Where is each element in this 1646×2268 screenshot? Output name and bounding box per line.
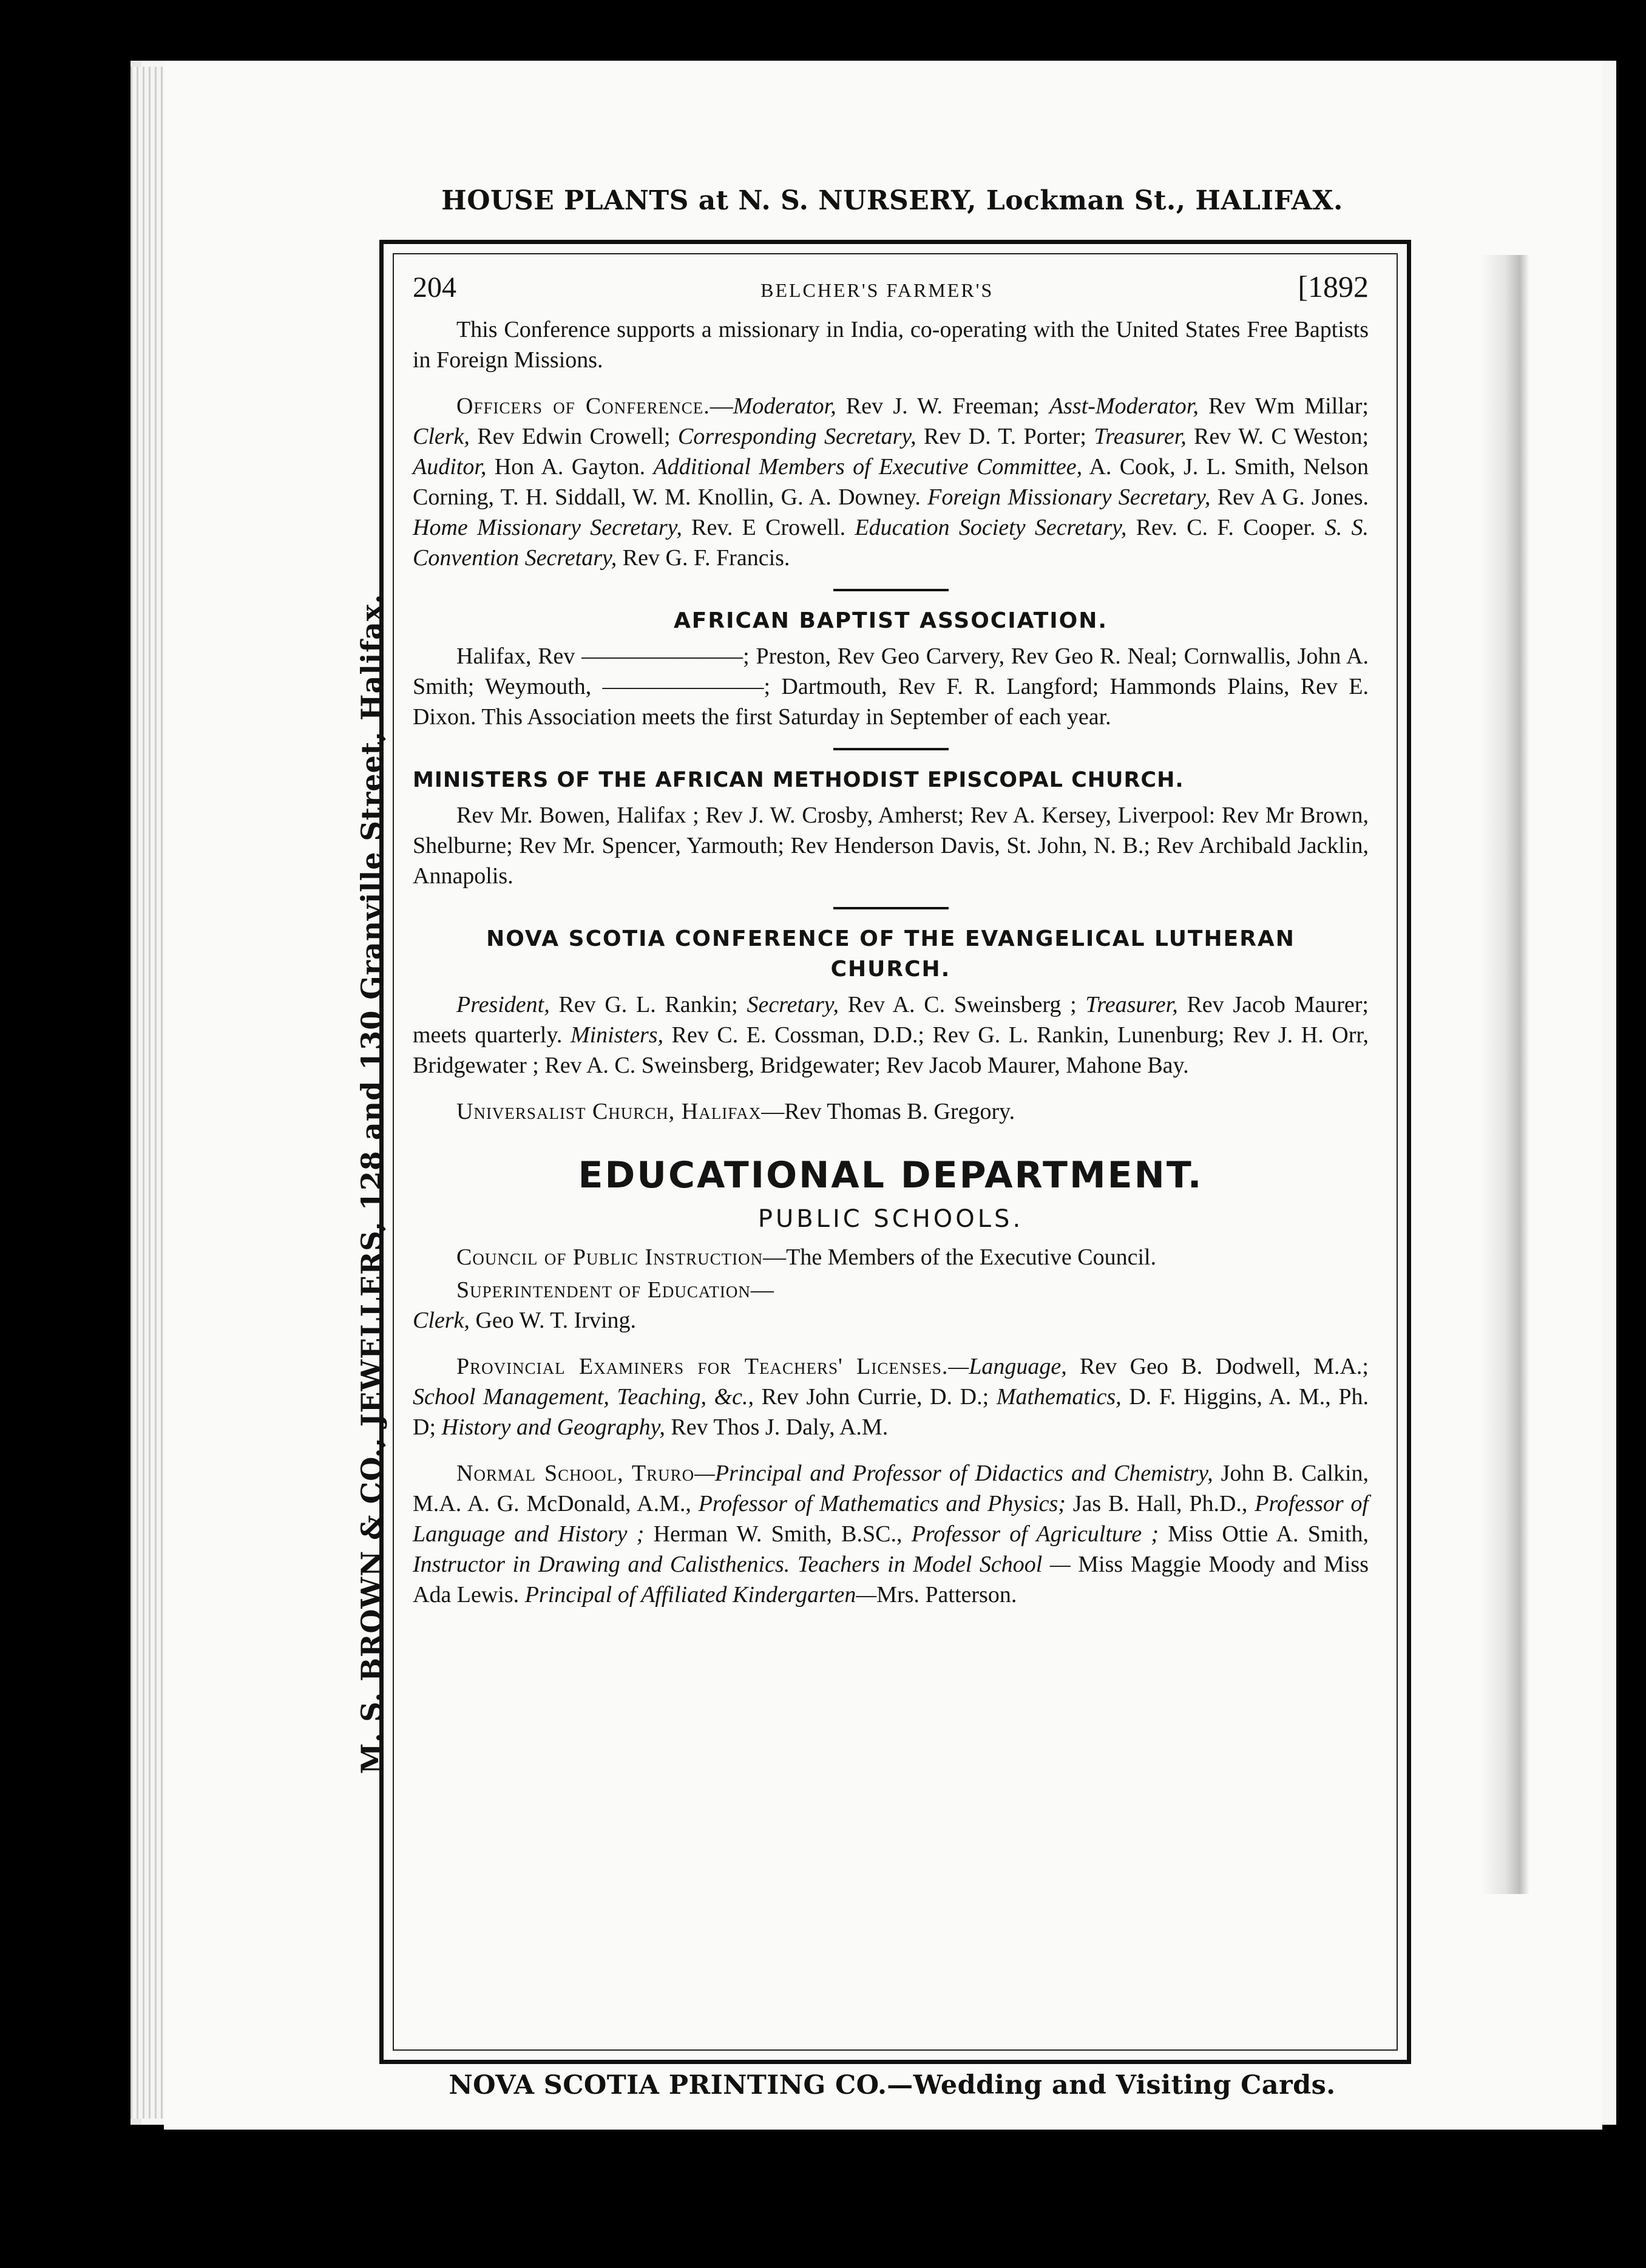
- normal-school-text: Normal School, Truro—Principal and Professor of Didactics and Chemistry, John B. Calkin, M.A. A. G. McDonald, A.M., Professor of Mathematics and Physics; Jas B. Hall, Ph.D., Professor of Language and History ; Herman W. Smith, B.SC., Professor of Agriculture ; Miss Ottie A. Smith, Instructor in Drawing and Calisthenics. Teachers in Model School — Miss Maggie Moody and Miss Ada Lewis. Principal of Affiliated Kindergarten—Mrs. Patterson.: [413, 1461, 1369, 1608]
- page-number: 204: [413, 271, 456, 304]
- universalist-text: Universalist Church, Halifax—Rev Thomas B. Gregory.: [456, 1099, 1015, 1124]
- running-title: BELCHER'S FARMER'S: [760, 279, 994, 301]
- conference-intro: This Conference supports a missionary in India, co-operating with the United States Free Baptists in Foreign Missions.: [413, 317, 1369, 373]
- footer-advertisement: NOVA SCOTIA PRINTING CO.—Wedding and Visiting Cards.: [449, 2070, 1336, 2100]
- conference-officers: Officers of Conference.—Moderator, Rev J. W. Freeman; Asst-Moderator, Rev Wm Millar; Clerk, Rev Edwin Crowell; Corresponding Secretary, Rev D. T. Porter; Treasurer, Rev W. C Weston; Auditor, Hon A. Gayton. Additional Members of Executive Committee, A. Cook, J. L. Smith, Nelson Corning, T. H. Siddall, W. M. Knollin, G. A. Downey. Foreign Missionary Secretary, Rev A G. Jones. Home Missionary Secretary, Rev. E Crowell. Education Society Secretary, Rev. C. F. Cooper. S. S. Convention Secretary, Rev G. F. Francis.: [413, 393, 1369, 571]
- side-advertisement: M. S. BROWN & CO., JEWELLERS, 128 and 130 Granville Street, Halifax.: [355, 593, 388, 1774]
- ame-church-heading: MINISTERS OF THE AFRICAN METHODIST EPISCOPAL CHURCH.: [413, 768, 1184, 792]
- section-rule: [833, 748, 949, 750]
- running-head: [413, 261, 1369, 312]
- page-content: [413, 261, 1369, 1610]
- officers-label: Officers of Conference.: [456, 393, 710, 419]
- header-advertisement: HOUSE PLANTS at N. S. NURSERY, Lockman St., HALIFAX.: [441, 185, 1343, 216]
- examiners-text: Provincial Examiners for Teachers' Licenses.—Language, Rev Geo B. Dodwell, M.A.; School Management, Teaching, &c., Rev John Currie, D. D.; Mathematics, D. F. Higgins, A. M., Ph. D; History and Geography, Rev Thos J. Daly, A.M.: [413, 1354, 1369, 1440]
- public-schools-heading: PUBLIC SCHOOLS.: [757, 1205, 1024, 1233]
- page-edges: [130, 67, 164, 2119]
- african-baptist-text: Halifax, Rev ———————; Preston, Rev Geo Carvery, Rev Geo R. Neal; Cornwallis, John A. Smith; Weymouth, ———————; Dartmouth, Rev F. R. Langford; Hammonds Plains, Rev E. Dixon. This Association meets the first Saturday in September of each year.: [413, 643, 1369, 730]
- education-heading: EDUCATIONAL DEPARTMENT.: [578, 1154, 1204, 1197]
- lutheran-heading-line-2: CHURCH.: [830, 957, 951, 982]
- ame-church-text: Rev Mr. Bowen, Halifax ; Rev J. W. Crosby, Amherst; Rev A. Kersey, Liverpool: Rev Mr Brown, Shelburne; Rev Mr. Spencer, Yarmouth; Rev Henderson Davis, St. John, N. B.; Rev Archibald Jacklin, Annapolis.: [413, 803, 1369, 889]
- running-year: [1892: [1298, 270, 1369, 304]
- page-fold-shadow: [1481, 255, 1529, 1894]
- section-rule: [833, 589, 949, 591]
- african-baptist-heading: AFRICAN BAPTIST ASSOCIATION.: [673, 608, 1108, 633]
- superintendent-text: Superintendent of Education— Clerk, Geo W. T. Irving.: [413, 1277, 774, 1333]
- council-text: Council of Public Instruction—The Members of the Executive Council.: [456, 1244, 1157, 1270]
- lutheran-heading-line-1: NOVA SCOTIA CONFERENCE OF THE EVANGELICAL LUTHERAN: [486, 926, 1295, 951]
- section-rule: [833, 907, 949, 909]
- lutheran-heading: [413, 924, 1369, 985]
- lutheran-text: President, Rev G. L. Rankin; Secretary, Rev A. C. Sweinsberg ; Treasurer, Rev Jacob Maurer; meets quarterly. Ministers, Rev C. E. Cossman, D.D.; Rev G. L. Rankin, Lunenburg; Rev J. H. Orr, Bridgewater ; Rev A. C. Sweinsberg, Bridgewater; Rev Jacob Maurer, Mahone Bay.: [413, 992, 1369, 1078]
